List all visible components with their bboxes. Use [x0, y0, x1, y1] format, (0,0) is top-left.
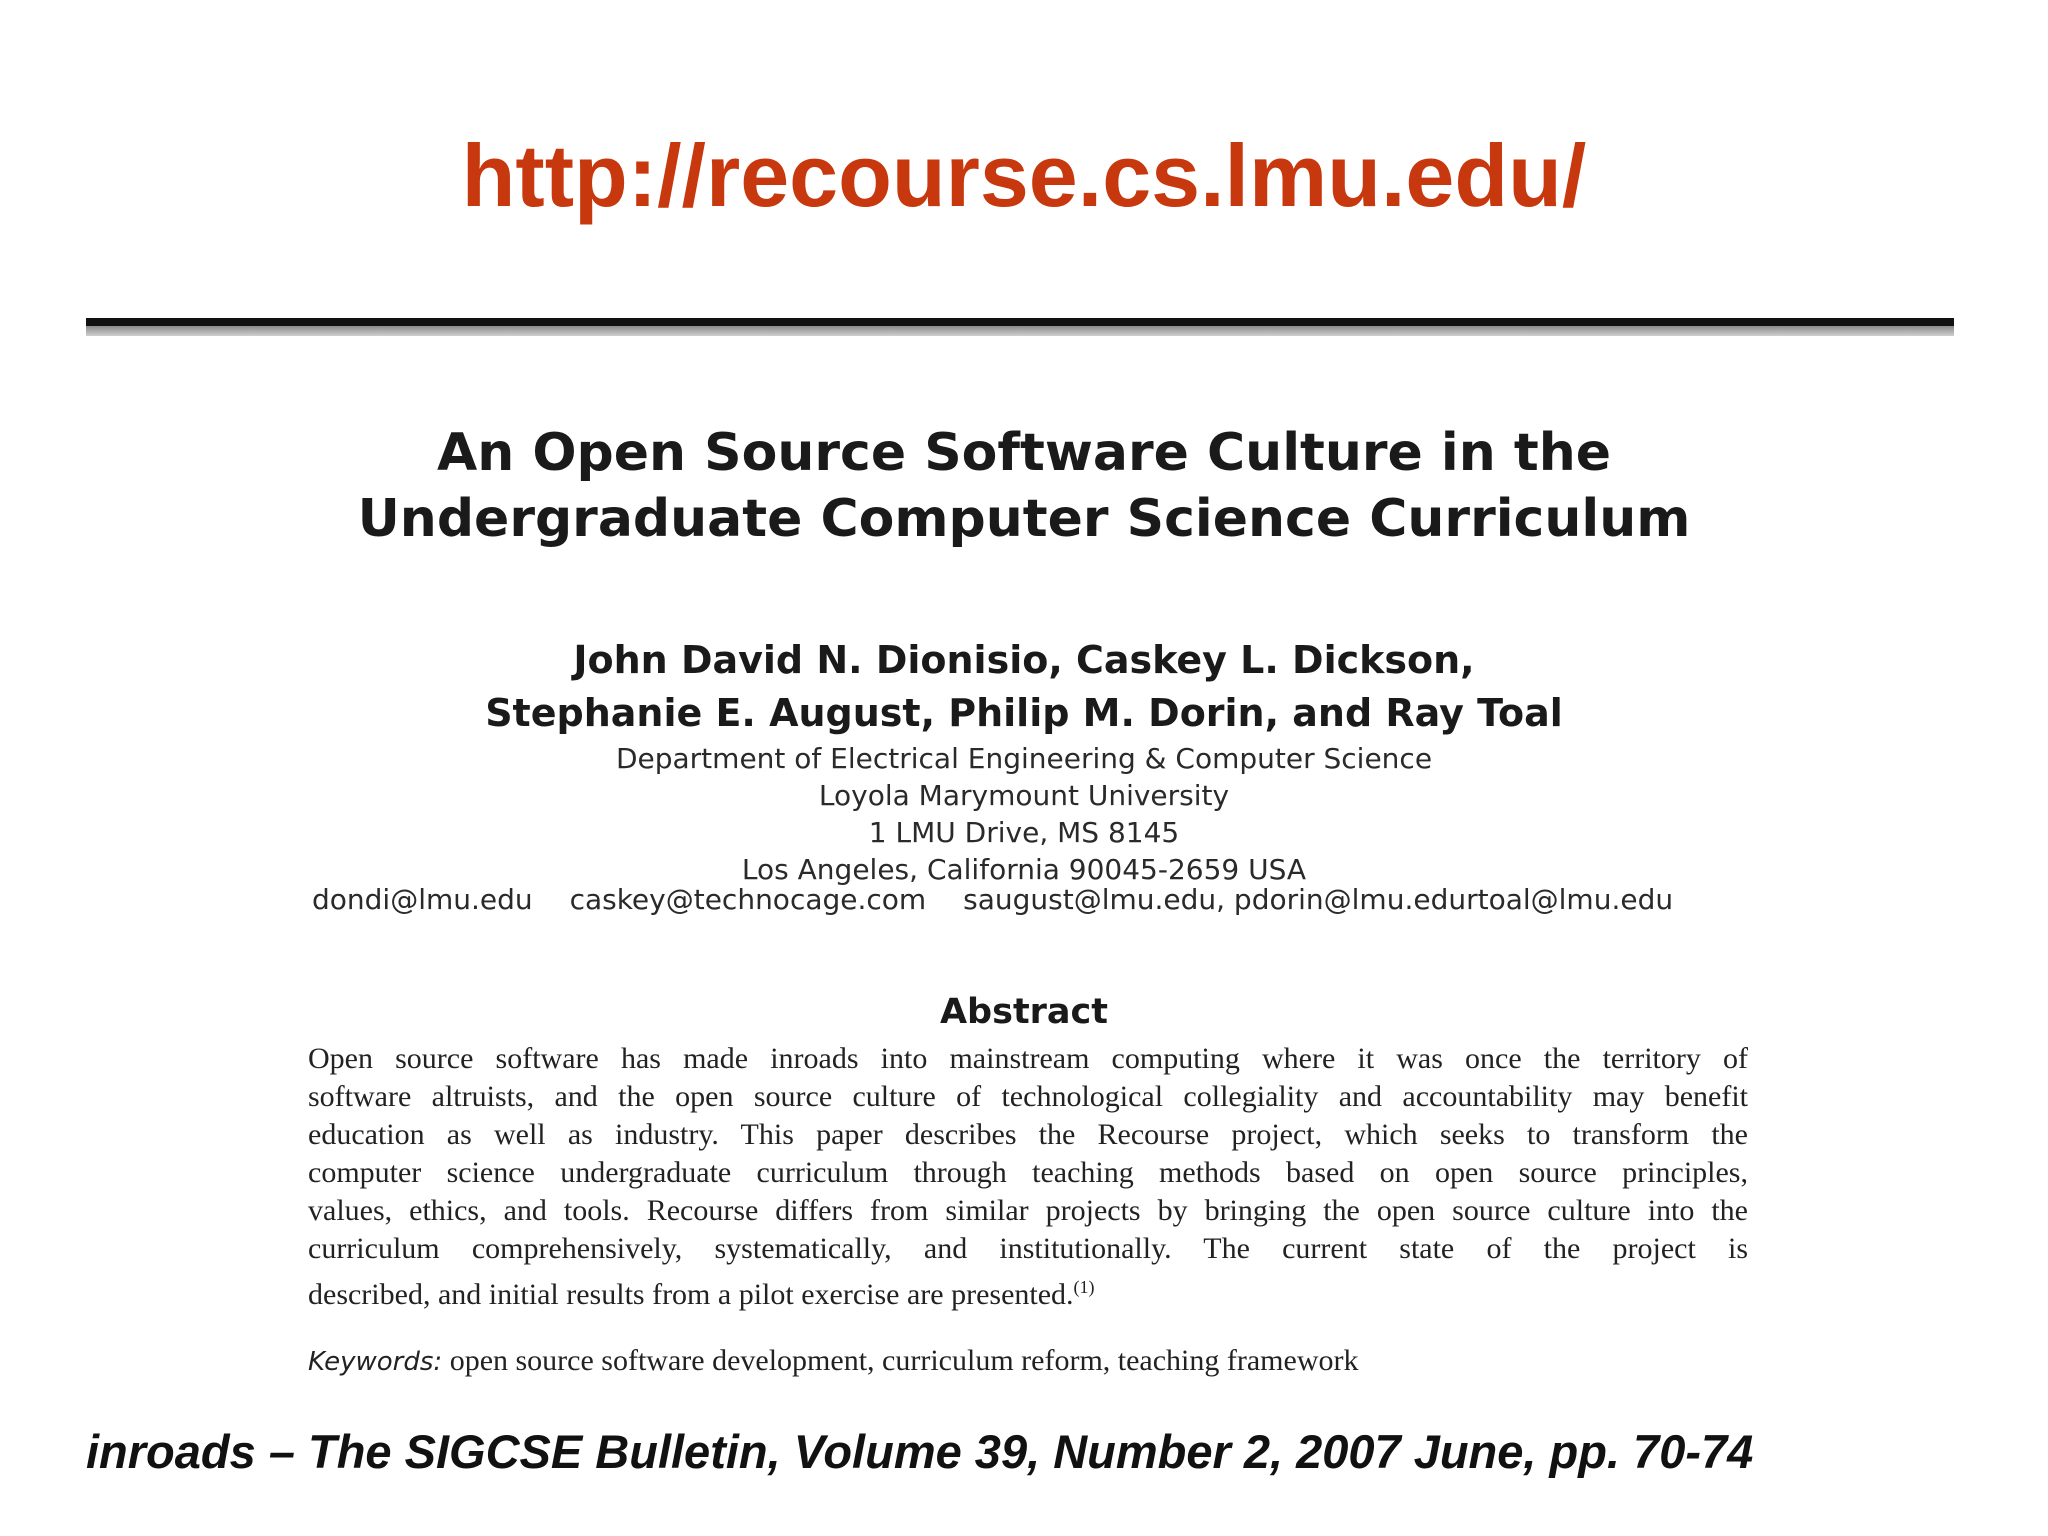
abstract-line: values, ethics, and tools. Recourse differs from similar projects by bringing the open source culture into the	[308, 1194, 1748, 1227]
authors-line-2: Stephanie E. August, Philip M. Dorin, and Ray Toal	[485, 691, 1563, 735]
keywords	[308, 1344, 1748, 1378]
abstract-line-last	[308, 1268, 1748, 1314]
affiliation-department: Department of Electrical Engineering & Computer Science	[615, 742, 1433, 775]
author-emails	[312, 883, 1732, 916]
title-divider	[86, 318, 1954, 336]
affiliation-university: Loyola Marymount University	[818, 779, 1230, 812]
abstract-line: education as well as industry. This paper describes the Recourse project, which seeks to transform the	[308, 1118, 1748, 1151]
abstract-line: software altruists, and the open source culture of technological collegiality and accountability may benefit	[308, 1080, 1748, 1113]
abstract-line: computer science undergraduate curriculum through teaching methods based on open source principles,	[308, 1156, 1748, 1189]
email-caskey: caskey@technocage.com	[569, 883, 927, 916]
paper-title-line-1: An Open Source Software Culture in the	[436, 423, 1611, 483]
paper-excerpt	[0, 420, 2048, 1377]
slide-title-url[interactable]: http://recourse.cs.lmu.edu/	[461, 126, 1587, 225]
paper-title-line-2: Undergraduate Computer Science Curriculum	[357, 489, 1691, 549]
abstract-line: curriculum comprehensively, systematically, and institutionally. The current state of the project is	[308, 1232, 1748, 1265]
citation: inroads – The SIGCSE Bulletin, Volume 39, Number 2, 2007 June, pp. 70-74	[86, 1425, 1754, 1478]
email-dondi: dondi@lmu.edu	[312, 883, 533, 916]
footnote-mark: (1)	[1073, 1277, 1095, 1297]
abstract-body	[308, 1040, 1748, 1314]
keywords-label: Keywords:	[308, 1347, 443, 1377]
abstract-line: Open source software has made inroads into mainstream computing where it was once the territory of	[308, 1042, 1748, 1075]
email-others: saugust@lmu.edu, pdorin@lmu.edurtoal@lmu.edu	[963, 883, 1674, 916]
abstract-heading: Abstract	[939, 992, 1109, 1032]
affiliation-city: Los Angeles, California 90045-2659 USA	[741, 853, 1307, 886]
authors-line-1: John David N. Dionisio, Caskey L. Dickson,	[573, 638, 1475, 682]
abstract-line: described, and initial results from a pilot exercise are presented.	[308, 1278, 1074, 1311]
keywords-text: open source software development, curriculum reform, teaching framework	[442, 1344, 1359, 1377]
affiliation-address: 1 LMU Drive, MS 8145	[868, 816, 1180, 849]
